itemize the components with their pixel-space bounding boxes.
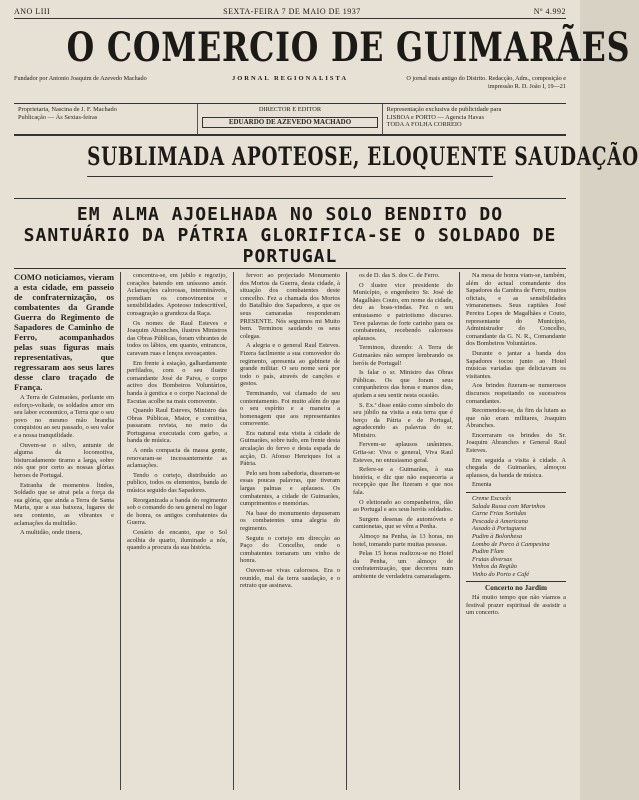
headline-primary: SUBLIMADA APOTEOSE, ELOQUENTE SAUDAÇÃO <box>87 138 493 177</box>
column-rule <box>459 272 460 790</box>
paragraph: Ouvem-se vivas calorosos. Era o reunido, mal da terra saudação, e o retrato que assinava. <box>240 566 340 590</box>
article-column <box>240 272 340 790</box>
paragraph: A Terra de Guimarães, porliante em esforço-voltade, os soldados amor em seu labor economico, a Terra que o seu povo no mesmo mão brandia conquistou ao seu passado, o seu valor e a nossa tranquilidade. <box>14 394 114 439</box>
advertising-line1: Representação exclusiva de publicidade para <box>386 106 502 113</box>
menu-item: Salada Russa com Marinhos <box>472 502 546 510</box>
masthead-title: O COMERCIO DE GUIMARÃES <box>66 24 631 71</box>
article-body <box>14 272 566 790</box>
paragraph: A onda compacta da massa gente, renovaram-se incessantemente as aclamações. <box>127 447 227 470</box>
paragraph: Pelas 15 horas realizou-se no Hotel da Penha, um almoço de confraternização, que decorreu num ambiente de verdadeira camaradagem. <box>353 550 453 580</box>
article-column <box>466 272 566 790</box>
info-bar <box>14 103 566 136</box>
paragraph: Os nomes de Raul Esteves e Joaquim Abranches, ilustres Ministros das Obras Públicas, foram vibrantes de todos os lábios, em quanto, entrancos, caravam ruas e lenços esvoaçantes. <box>127 319 227 357</box>
divider <box>14 268 566 269</box>
paragraph: Na mesa de honra viam-se, também, além do actual comandante dos Sapadores da Cambra de Ferro, muitos oficiais, e as sensibilidades vimaranenses. Seus capitães José Pereira Lopes de Magalhães e Couto, representante do Município, Administrador do Concelho, comandante da G. N. R., Comandante dos Bombeiros Voluntários. <box>466 272 566 348</box>
paragraph: Em frente à estação, galhardamente perfilados, com o seu ilustre comandante José de Paiva, o corpo activo dos Bombeiros Voluntários, banda à gentica e o corpo Nacional de Escutas acolhe na mais comovente. <box>127 359 227 405</box>
paragraph: Ouvem-se o silvo, antunte de alguma da locomotiva, bisturcadamente tiramo a larga, sobre nós que por certo as nossas glórias heroes de Portugal. <box>14 441 114 479</box>
menu-item: Creme Escocês <box>472 495 511 503</box>
owner-line: Proprietaria, Nascina de J. F. Machado <box>18 106 117 113</box>
article-column <box>127 272 227 790</box>
paragraph: S. Ex.ª disse então como símbolo do seu júbilo na visita a esta terra que é berço da Pátria e de Portugal, agradecendo as palavras do sr. Ministro. <box>353 401 453 439</box>
paragraph: Durante o jantar a banda dos Sapadores tocou junto ao Hotel músicas variadas que deliciavam os visitantes. <box>466 349 566 380</box>
advertising-line2: LISBOA e PORTO — Agencia Havas <box>386 113 484 121</box>
oldest-paper-text: O jornal mais antigo do Distrito. Redacção, Adm., composição e impressão R. D. João I, 19—21 <box>406 75 566 90</box>
paragraph: Terminou, dizendo: A Terra de Guimarães não sempre lembrando os heróis de Portugal! <box>353 344 453 367</box>
paragraph: Pelo seu bom sabedoria, disseram-se essas poucas palavras, que tiveram largas palmas e aplausos. Os combatentes, a cidade de Guimarães, cumprimentos e memórias. <box>240 469 340 508</box>
paragraph: Fervem-se aplausos unânimes. Grita-se: Viva o general, Viva Raul Esteves, no entusiasmo geral. <box>353 441 453 464</box>
lead-paragraph: COMO noticiamos, vieram a esta cidade, em passeio de confraternização, os combatentes da Grande Guerra do Regimento de Sapadores de Caminho de Ferro, acompanhados pelas suas figuras mais representativas, que regressaram aos seus lares desse claro traçado de França. <box>14 272 114 392</box>
menu-item: Lombo de Porco à Campesina <box>472 540 550 548</box>
paragraph: Estranha de momentos lindos, Soldado que se atrai pela a força da sua glória, que ainda a Terra de Santa Maria, que a sua baixeza, lugares de seu contento, as vibrantes e aclamações da multidão. <box>14 481 114 527</box>
paragraph: Almoço na Penha, às 13 horas, no hotel, tomando parte muitas pessoas. <box>353 533 453 548</box>
menu-item: Pudim à Bolonhesa <box>472 533 523 540</box>
paragraph: A multidão, onde tinera, <box>20 529 82 537</box>
column-rule <box>346 272 347 790</box>
advertising-line3: TODA A FOLHA CORREIO <box>386 121 462 129</box>
paragraph: Is falar o sr. Ministro das Obras Públicas. Os que foram seus companheiros das horas e manos dias, ajudam a seu sentir nesta ocasião. <box>353 369 453 399</box>
paragraph: A alegria e o general Raul Esteves. Fizera facilmente a sua comovedor do regimento, apresenta ao gabinete de grande militar. O seu nome será por todo o país, através de canções e gestos. <box>240 342 340 388</box>
paragraph: Encerraram os brindes do Sr. Joaquim Abranches e General Raul Esteves. <box>466 431 566 455</box>
paragraph: Cenário de encanto, que o Sol acolhia de quarto, iluminado a nós, quando a procura da sua história. <box>127 529 227 552</box>
menu-item: Vinho do Porto e Café <box>472 570 530 578</box>
director-name: EDUARDO DE AZEVEDO MACHADO <box>202 117 377 129</box>
headline-secondary: EM ALMA AJOELHADA NO SOLO BENDITO DO SANTUÁRIO DA PÁTRIA GLORIFICA-SE O SOLDADO DE PORTUGAL <box>23 204 557 267</box>
paragraph: Era natural esta visita à cidade de Guimarães, sobre tudo, em frente desta arcalação do fervo e desta espada de acção, D. Afonso Henriques foi a Pátria. <box>240 429 340 468</box>
owner-info <box>14 104 197 134</box>
paragraph: Tendo o cortejo, distribuído ao publico, todos os elementos, banda de música seguido das Sapadores. <box>127 471 227 495</box>
paper-type: JORNAL REGIONALISTA <box>231 75 349 82</box>
paragraph: concentra-se, em jubilo e regozijo, corações batendo em uníssono amór. Aclamações calorosas, intermináveis, prendiam os comovimentos e sensibilidades. Apoteoso indescritível, consagração a grandeza da Raça. <box>127 272 227 317</box>
paragraph: Na base do monumento depuseram os combatentes uma alegria do regimento. <box>240 509 340 532</box>
paragraph: Surgem desenas de automóveis e camionetas, que se vêm a Penha. <box>353 515 453 531</box>
divider <box>14 198 566 199</box>
paragraph: Seguiu o cortejo em direcção ao Paço do Concelho, onde o combatentes tomaram um vinho de honra. <box>240 534 340 565</box>
director-label: DIRECTOR E EDITOR <box>258 106 322 113</box>
paragraph: Em seguida a visita à cidade. A chegada de Guimarães, almoçou aplausos, da banda de música. <box>466 456 566 479</box>
publication-line: Publicação — Ás Sextas-feiras <box>18 113 98 121</box>
menu-list <box>466 492 566 582</box>
issue-year: ANO LIII <box>14 6 51 16</box>
paragraph: Aos brindes fizeram-se numerosos discursos respeitando os sucessivos comandantes. <box>466 382 566 405</box>
paragraph: Quando Raul Esteves, Ministro das Obras Públicas, Maior, e comitiva, passaram revista, no meio da Portuguesa executada com garbo, a banda de música. <box>127 407 227 445</box>
issue-line <box>14 4 566 19</box>
menu-item: Pudim Flam <box>472 548 504 556</box>
paragraph: fervor: ao projectado Monumento dos Mortos da Guerra, desta cidade, à situação dos combatentes deste concelho. Fez a chamada dos Mortos do Batalhão dos Sapadores, a que os seus camaradas responderam PRESENTE. Nós seguimos mi Muito bem. Terminou saudando os seus colegas. <box>240 272 340 340</box>
paragraph: Refere-se a Guimarães, à sua história, e diz que não esqueceria a recepção que lhe fizeram e que nos fala. <box>353 466 453 497</box>
paragraph: O ilustre vice presidente do Município, o engenheiro Sr. José de Magalhães Couto, em nome da cidade, deu as boas-vindas. Fez o seu entusiasmo e patriotismo discurso. Teve palavras de forte carinho para os combatentes, recebendo calorosos aplausos. <box>353 281 453 342</box>
article-column <box>14 272 114 790</box>
menu-item: Carne Frias Sortidas <box>472 510 527 518</box>
section-kicker: Concerto no Jardim <box>485 583 547 592</box>
menu-item: Vinhos da Região <box>472 563 517 571</box>
issue-date: SEXTA-FEIRA 7 DE MAIO DE 1937 <box>223 6 361 16</box>
director-info <box>197 104 381 134</box>
paragraph: os de D. das S. dos C. de Ferro. <box>359 272 440 279</box>
column-rule <box>120 272 121 790</box>
masthead-subline <box>14 75 566 103</box>
paragraph: O eleitorado ao companheiros, dão ao Portugal e aos seus heróis soldados. <box>353 498 453 514</box>
paragraph: Terminando, vai clamado de seu contentamento. Foi muito além do que o seu espírito e a maneira a homenagem que aos representantes comovente. <box>240 389 340 428</box>
issue-number: Nº 4.992 <box>533 6 566 16</box>
founder-text: Fundador por Antonio Joaquim de Azevedo Machado <box>14 75 147 82</box>
menu-item: Pescada à Americana <box>472 517 528 525</box>
paragraph: Ementa <box>472 481 492 489</box>
menu-item: Assado à Portuguesa <box>472 525 527 533</box>
paragraph: Há muito tempo que não víamos a festival prazer espiritual de assistir a um concerto. <box>466 594 566 617</box>
advertising-info <box>382 104 566 134</box>
menu-item: Frutas diversas <box>472 555 512 563</box>
paragraph: Reorganizada a banda do regimento sob o comando do seu general no lugar de honra, os antigos combatentes da Guerra. <box>127 496 227 527</box>
paragraph: Recomendou-se, da fim da lutam as que não eram militares, Joaquim Abranches. <box>466 407 566 430</box>
column-rule <box>233 272 234 790</box>
article-column <box>353 272 453 790</box>
